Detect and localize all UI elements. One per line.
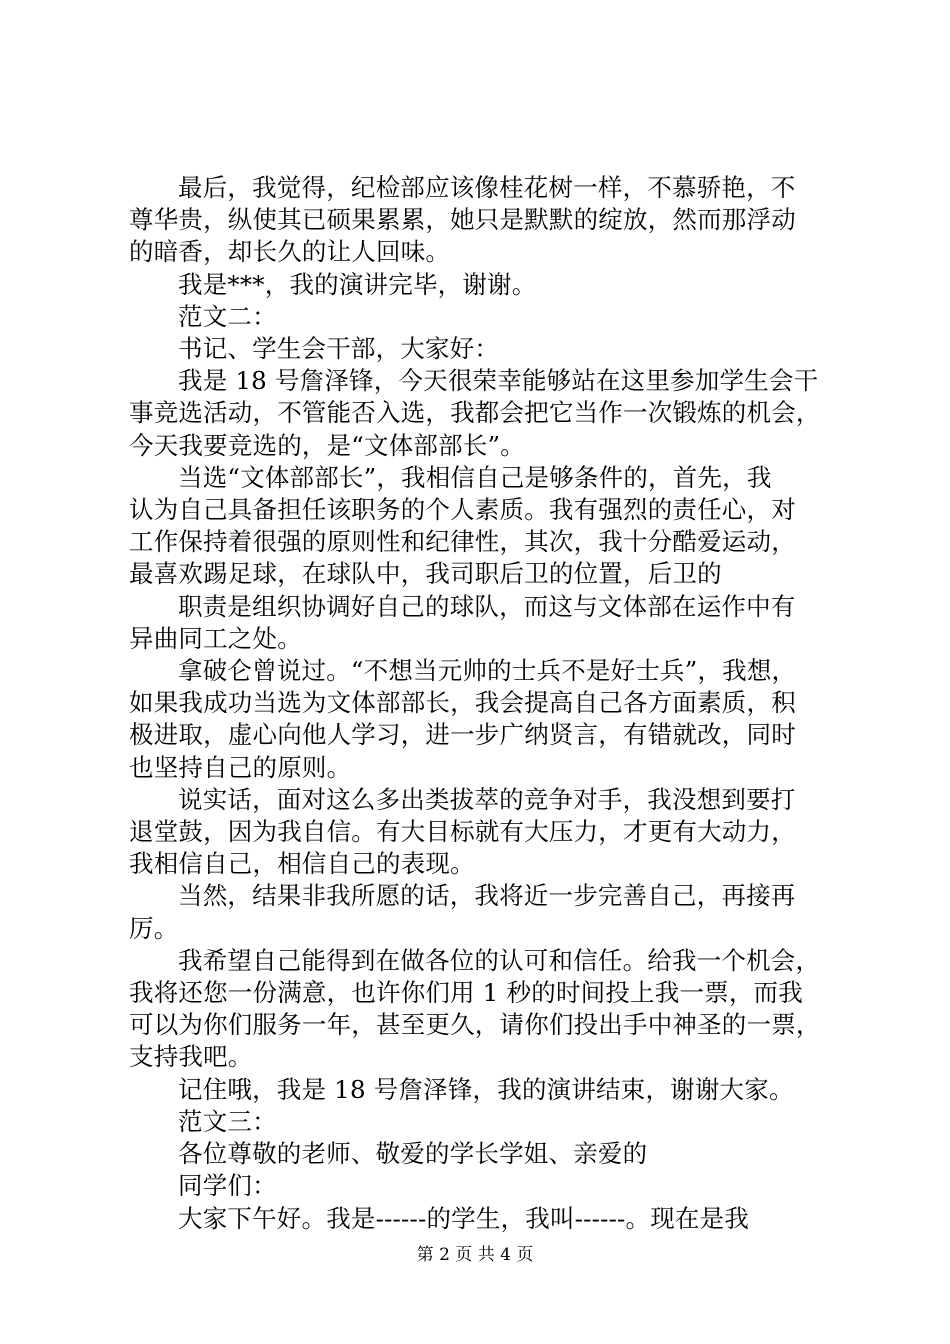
text-line: 大家下午好。我是------的学生，我叫------。现在是我 (178, 1203, 750, 1233)
text-line: 尊华贵，纵使其已硕果累累，她只是默默的绽放，然而那浮动 (129, 205, 796, 235)
text-line: 各位尊敬的老师、敬爱的学长学姐、亲爱的 (178, 1139, 648, 1169)
text-line: 最后，我觉得，纪检部应该像桂花树一样，不慕骄艳，不 (178, 173, 796, 202)
text-line: 厉。 (129, 913, 179, 943)
text-line: 我是 18 号詹泽锋，今天很荣幸能够站在这里参加学生会干 (178, 366, 819, 396)
text-line: 我将还您一份满意，也许你们用 1 秒的时间投上我一票，而我 (129, 978, 803, 1008)
text-line: 今天我要竞选的，是“文体部部长”。 (129, 430, 525, 460)
text-line: 记住哦，我是 18 号詹泽锋，我的演讲结束，谢谢大家。 (178, 1074, 794, 1104)
text-line: 极进取，虚心向他人学习，进一步广纳贤言，有错就改，同时 (129, 720, 796, 750)
document-body (129, 172, 829, 1235)
text-line: 我相信自己，相信自己的表现。 (129, 849, 475, 879)
text-line: 工作保持着很强的原则性和纪律性，其次，我十分酷爱运动， (129, 527, 796, 557)
text-line: 我是***，我的演讲完毕，谢谢。 (178, 269, 537, 299)
text-line: 书记、学生会干部，大家好： (178, 334, 500, 364)
text-line: 职责是组织协调好自己的球队，而这与文体部在运作中有 (178, 591, 796, 621)
text-line: 退堂鼓，因为我自信。有大目标就有大压力，才更有大动力， (129, 817, 796, 847)
text-line: 的暗香，却长久的让人回味。 (129, 237, 451, 267)
text-line: 认为自己具备担任该职务的个人素质。我有强烈的责任心，对 (129, 495, 796, 525)
text-line: 说实话，面对这么多出类拔萃的竞争对手，我没想到要打 (178, 784, 796, 814)
text-line: 最喜欢踢足球，在球队中，我司职后卫的位置，后卫的 (129, 559, 722, 589)
text-line: 当选“文体部部长”，我相信自己是够条件的，首先，我 (178, 462, 772, 492)
text-line: 范文三： (178, 1106, 277, 1136)
text-line: 也坚持自己的原则。 (129, 752, 352, 782)
text-line: 同学们： (178, 1171, 277, 1201)
text-line: 如果我成功当选为文体部部长，我会提高自己各方面素质，积 (129, 688, 796, 718)
text-line: 可以为你们服务一年，甚至更久，请你们投出手中神圣的一票， (129, 1010, 821, 1040)
page-footer: 第 2 页 共 4 页 (416, 1245, 534, 1265)
text-line: 拿破仑曾说过。“不想当元帅的士兵不是好士兵”，我想， (178, 656, 797, 686)
text-line: 支持我吧。 (129, 1042, 253, 1072)
text-line: 我希望自己能得到在做各位的认可和信任。给我一个机会， (178, 945, 821, 975)
text-line: 当然，结果非我所愿的话，我将近一步完善自己，再接再 (178, 881, 796, 911)
text-line: 事竞选活动，不管能否入选，我都会把它当作一次锻炼的机会， (129, 398, 821, 428)
text-line: 异曲同工之处。 (129, 623, 302, 653)
text-line: 范文二： (178, 301, 277, 331)
